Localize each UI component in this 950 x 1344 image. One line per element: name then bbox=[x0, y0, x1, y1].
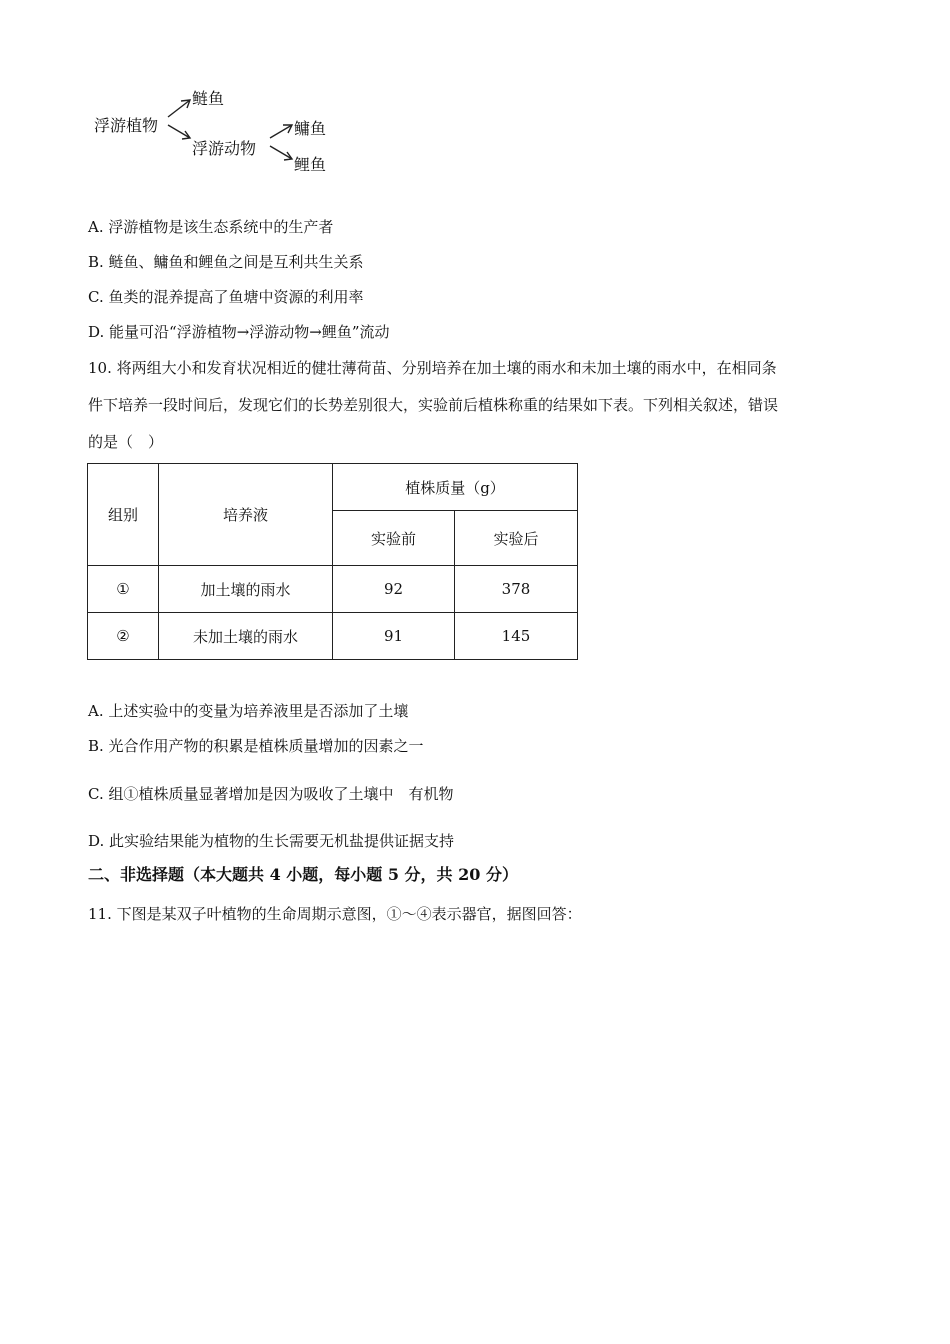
cell-after: 145 bbox=[455, 613, 578, 660]
node-zooplankton: 浮游动物 bbox=[192, 139, 257, 158]
q9-option-a: A. 浮游植物是该生态系统中的生产者 bbox=[88, 218, 334, 236]
header-medium: 培养液 bbox=[159, 464, 333, 566]
arrow-to-common-carp bbox=[270, 146, 292, 159]
node-common-carp: 鲤鱼 bbox=[294, 155, 327, 174]
q10-stem-line-1: 10. 将两组大小和发育状况相近的健壮薄荷苗、分别培养在加土壤的雨水和未加土壤的雨水中，在相同条 bbox=[88, 359, 777, 377]
node-bighead-carp: 鳙鱼 bbox=[294, 119, 327, 138]
q10-option-c: C. 组①植株质量显著增加是因为吸收了土壤中 有机物 bbox=[88, 785, 454, 803]
node-silver-carp: 鲢鱼 bbox=[192, 89, 225, 108]
header-after: 实验后 bbox=[455, 511, 578, 566]
cell-before: 91 bbox=[333, 613, 455, 660]
q10-table bbox=[87, 463, 578, 660]
q9-option-b: B. 鲢鱼、鳙鱼和鲤鱼之间是互利共生关系 bbox=[88, 253, 364, 271]
header-plant-mass: 植株质量（g） bbox=[333, 464, 578, 511]
header-before: 实验前 bbox=[333, 511, 455, 566]
q10-option-b: B. 光合作用产物的积累是植株质量增加的因素之一 bbox=[88, 737, 424, 755]
section-heading: 二、非选择题（本大题共 4 小题，每小题 5 分，共 20 分） bbox=[88, 865, 518, 884]
q10-stem-line-3: 的是（ ） bbox=[88, 433, 164, 451]
cell-group: ① bbox=[88, 566, 159, 613]
food-web-arrows bbox=[86, 80, 346, 180]
cell-after: 378 bbox=[455, 566, 578, 613]
table-row bbox=[88, 566, 578, 613]
table-row bbox=[88, 613, 578, 660]
node-phytoplankton: 浮游植物 bbox=[94, 116, 159, 135]
arrow-to-silver-carp bbox=[168, 100, 190, 117]
cell-before: 92 bbox=[333, 566, 455, 613]
q9-option-d: D. 能量可沿“浮游植物→浮游动物→鲤鱼”流动 bbox=[88, 323, 390, 341]
cell-medium: 加土壤的雨水 bbox=[159, 566, 333, 613]
q10-stem-line-2: 件下培养一段时间后，发现它们的长势差别很大，实验前后植株称重的结果如下表。下列相关叙述，错误 bbox=[88, 396, 779, 414]
q9-option-c: C. 鱼类的混养提高了鱼塘中资源的利用率 bbox=[88, 288, 364, 306]
cell-group: ② bbox=[88, 613, 159, 660]
q10-option-a: A. 上述实验中的变量为培养液里是否添加了土壤 bbox=[88, 702, 409, 720]
q11-stem: 11. 下图是某双子叶植物的生命周期示意图，①～④表示器官，据图回答： bbox=[88, 905, 582, 923]
arrow-to-zooplankton bbox=[168, 125, 190, 138]
cell-medium: 未加土壤的雨水 bbox=[159, 613, 333, 660]
food-web-diagram bbox=[86, 80, 346, 180]
q10-option-d: D. 此实验结果能为植物的生长需要无机盐提供证据支持 bbox=[88, 832, 455, 850]
header-group: 组别 bbox=[88, 464, 159, 566]
